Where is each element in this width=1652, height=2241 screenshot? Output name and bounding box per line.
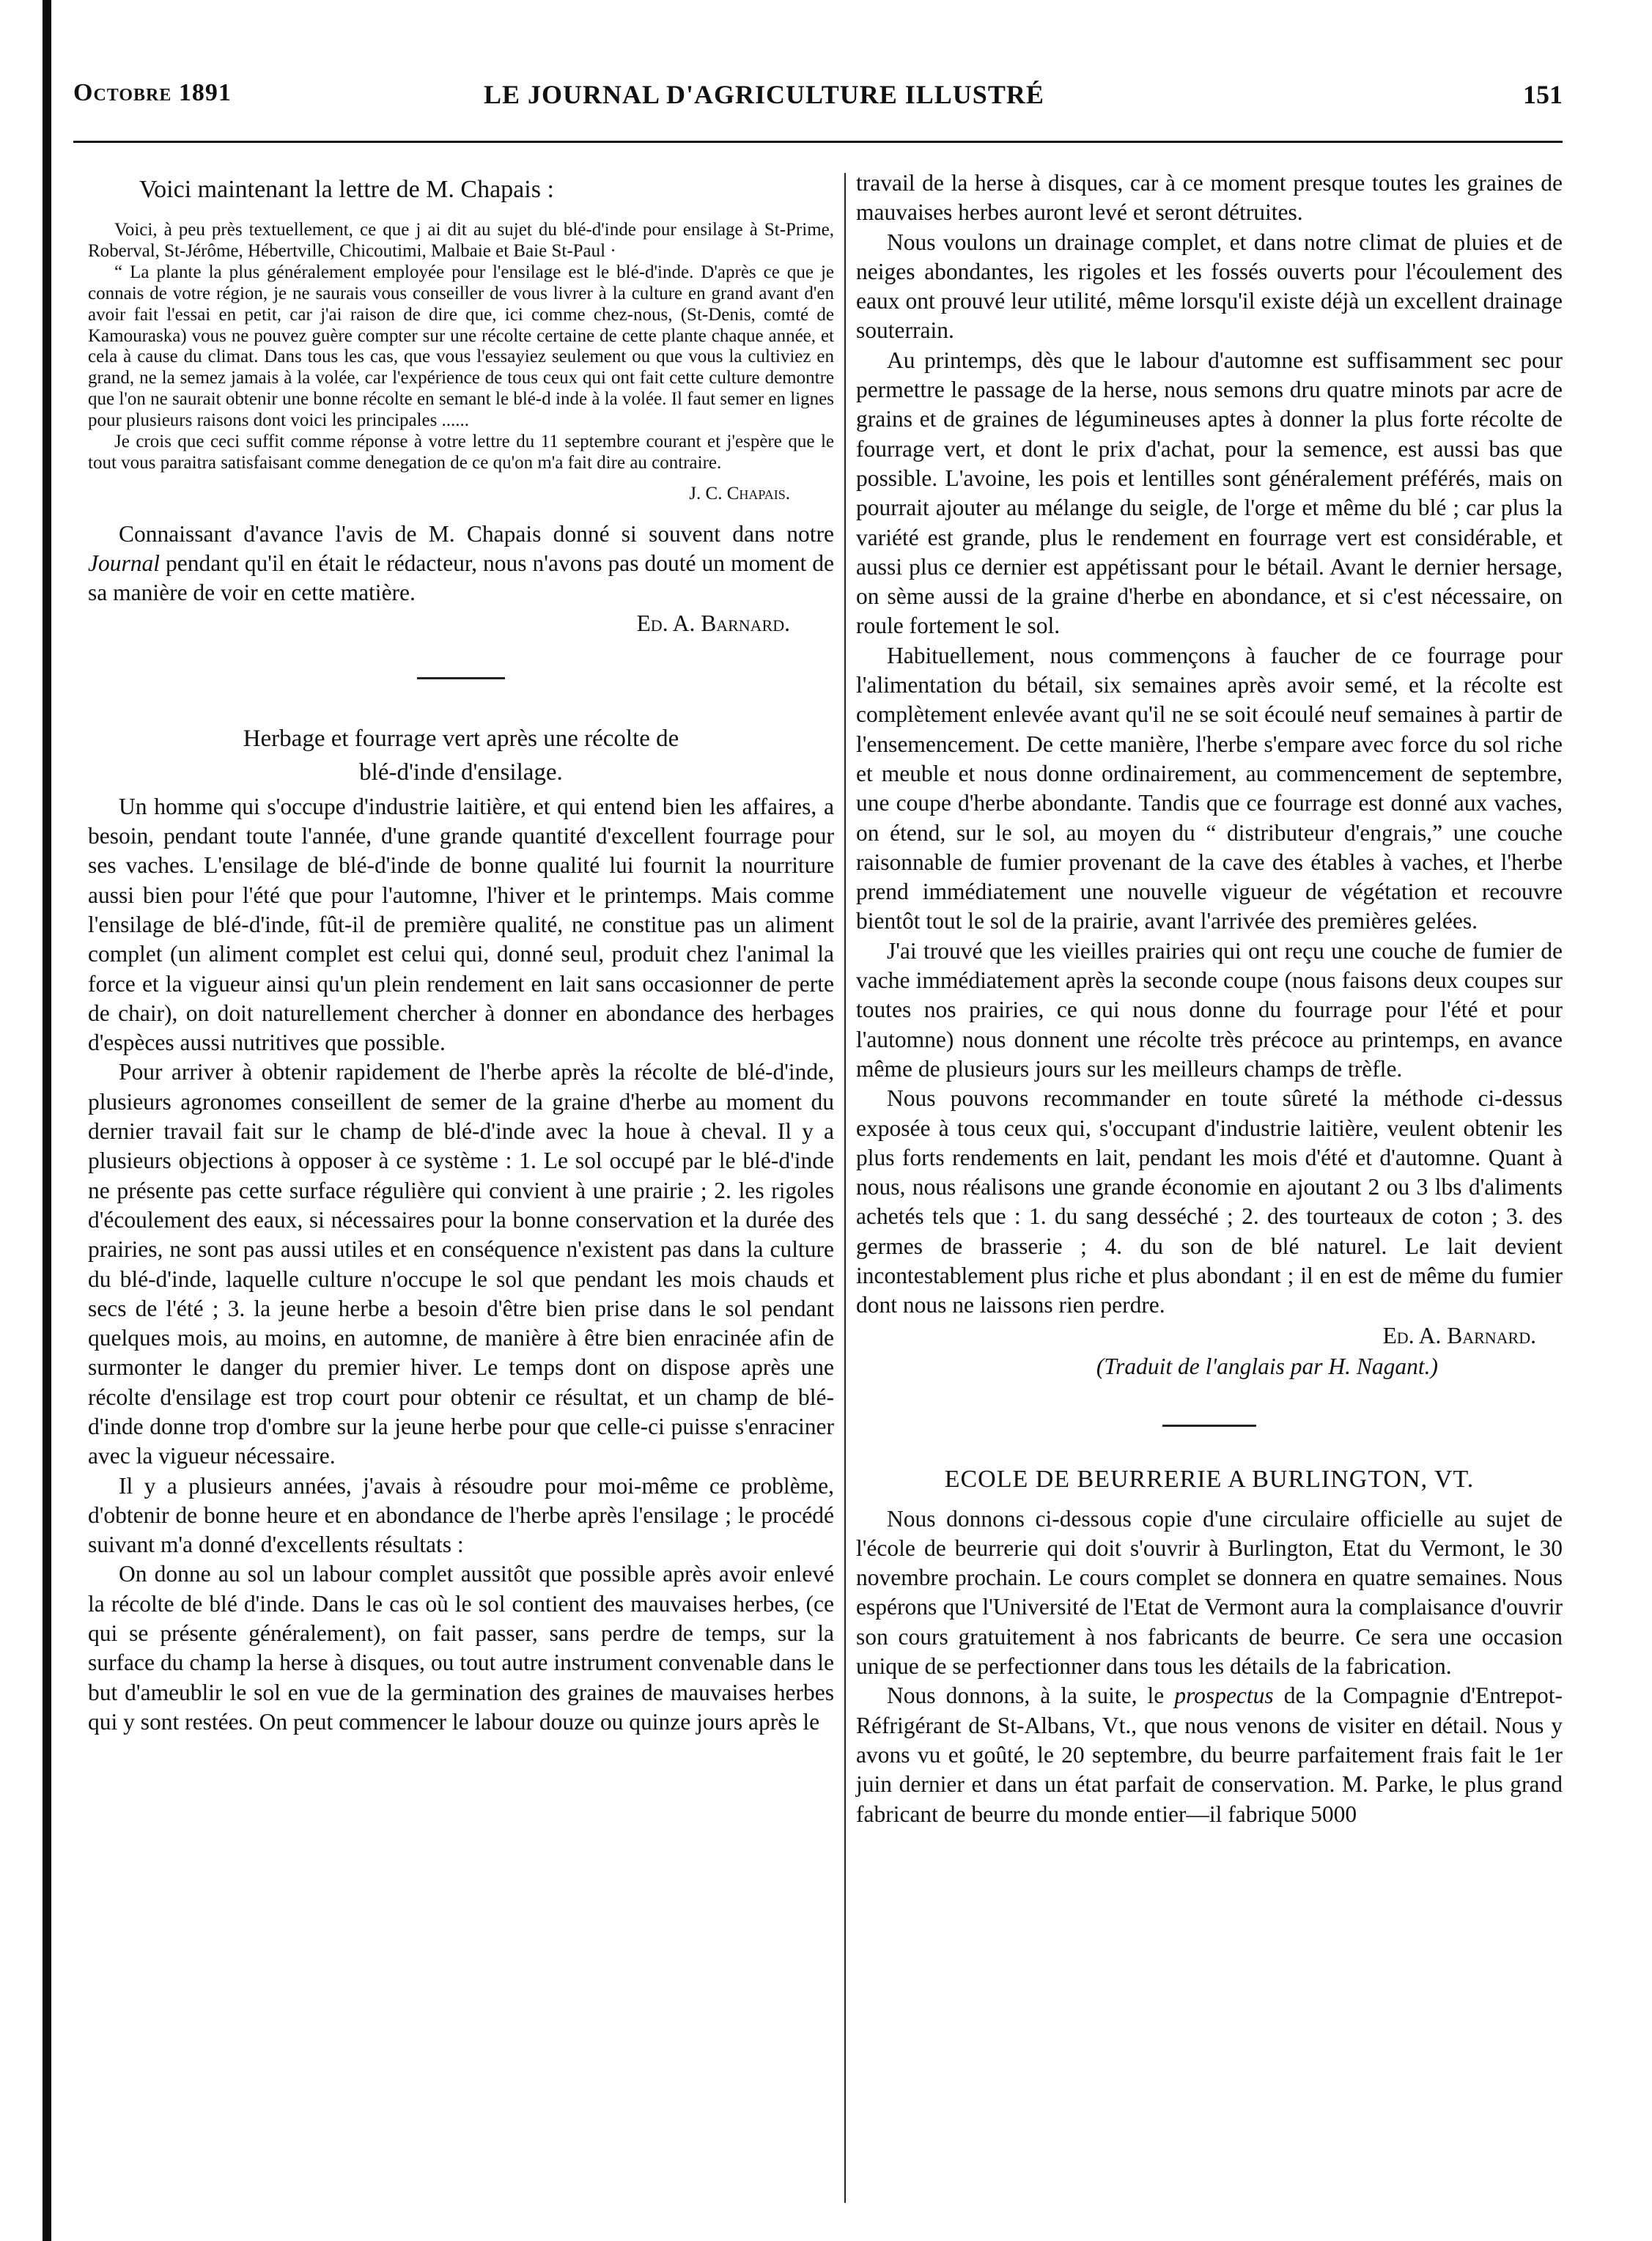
article-paragraph: Au printemps, dès que le labour d'automne est suffisamment sec pour permettre le passage de la herse, nous semons dru quatre minots par acre de grains et de graines de légumineuses aptes à donner la plus forte récolte de fourrage vert, et dont le prix d'achat, pour la semence, est aussi bas que possible. L'avoine, les pois et lentilles sont généralement préférés, mais on pourrait ajouter au mélange du seigle, de l'orge et même du blé ; car plus la variété est grande, plus le rendement en fourrage vert est considérable, et aussi plus ce dernier est appétissant pour le bétail. Avant le dernier hersage, on sème aussi de la graine d'herbe en abondance, et si c'est nécessaire, on roule fortement le sol.: [856, 347, 1563, 639]
paragraph-start: Nous donnons, à la suite, le: [887, 1683, 1165, 1709]
closing-text-end: pendant qu'il en était le rédacteur, nous n'avons pas douté un moment de sa manière de voir en cette matière.: [88, 550, 834, 606]
right-column: [856, 169, 1563, 1829]
section-paragraph: [856, 1681, 1563, 1828]
paragraph-end: de la Compagnie d'Entrepot-Réfrigérant de St-Albans, Vt., que nous venons de visiter en détail. Nous y avons vu et goûté, le 20 septembre, du beurre parfaitement frais fait le 1er juin dernier et dans un état parfait de conservation. M. Parke, le plus grand fabricant de beurre du monde entier—il fabrique 5000: [856, 1683, 1563, 1827]
article-paragraph: J'ai trouvé que les vieilles prairies qui ont reçu une couche de fumier de vache immédiatement après la seconde coupe (nous faisons deux coupes sur toutes nos prairies, ce qui nous donne du fourrage pour l'été et pour l'automne) nous donnent une récolte très précoce au printemps, en avance même de plusieurs jours sur les meilleurs champs de trèfle.: [856, 937, 1563, 1082]
letter-signature: J. C. Chapais.: [689, 483, 790, 503]
header-date: Octobre 1891: [73, 79, 232, 106]
journal-title: LE JOURNAL D'AGRICULTURE ILLUSTRÉ: [484, 80, 1044, 109]
article-paragraph: Nous voulons un drainage complet, et dans notre climat de pluies et de neiges abondantes, les rigoles et les fossés ouverts pour l'écoulement des eaux ont prouvé leur utilité, même lorsqu'il existe déjà un excellent drainage souterrain.: [856, 229, 1563, 344]
letter-paragraph: Voici, à peu près textuellement, ce que j ai dit au sujet du blé-d'inde pour ensilage à St-Prime, Roberval, St-Jérôme, Hébertville, Chicoutimi, Malbaie et Baie St-Paul ·: [88, 220, 834, 261]
article-paragraph: Il y a plusieurs années, j'avais à résoudre pour moi-même ce problème, d'obtenir de bonne heure et en abondance de l'herbe après l'ensilage ; le procédé suivant m'a donné d'excellents résultats :: [88, 1472, 834, 1558]
letter-intro: Voici maintenant la lettre de M. Chapais :: [139, 176, 554, 203]
page-number: 151: [1523, 80, 1563, 109]
article-paragraph: Nous pouvons recommander en toute sûreté la méthode ci-dessus exposée à tous ceux qui, s'occupant d'industrie laitière, veulent obtenir les plus forts rendements en lait, pendant les mois d'été et d'automne. Quant à nous, nous réalisons une grande économie en ajoutant 2 ou 3 lbs d'aliments achetés tels que : 1. du sang desséché ; 2. des tourteaux de coton ; 3. des germes de brasserie ; 4. du son de blé naturel. Le lait devient incontestablement plus riche et plus abondant ; il en est de même du fumier dont nous ne laissons rien perdre.: [856, 1085, 1563, 1318]
article-paragraph: travail de la herse à disques, car à ce moment presque toutes les graines de mauvaises herbes auront levé et seront détruites.: [856, 170, 1563, 226]
prospectus-word: prospectus: [1174, 1683, 1274, 1709]
section-title: ECOLE DE BEURRERIE A BURLINGTON, VT.: [944, 1465, 1475, 1493]
closing-paragraph: [88, 520, 834, 608]
letter-paragraph: “ La plante la plus généralement employée pour l'ensilage est le blé-d'inde. D'après ce que je connais de votre région, je ne saurais vous conseiller de vous livrer à la culture en grand avant d'en avoir fait l'essai en petit, car j'ai raison de dire que, ici comme chez-nous, (St-Denis, comté de Kamouraska) vous ne pouvez guère compter sur une récolte certaine de cette plante chaque année, et cela à cause du climat. Dans tous les cas, que vous l'essayiez seulement ou que vous la cultiviez en grand, ne la semez jamais à la volée, car l'expérience de tous ceux qui ont fait cette culture demontre que l'on ne saurait obtenir une bonne récolte en semant le blé-d inde à la volée. Il faut semer en lignes pour plusieurs raisons dont voici les principales ......: [88, 262, 834, 431]
article-paragraph: Habituellement, nous commençons à faucher de ce fourrage pour l'alimentation du bétail, six semaines après avoir semé, et la récolte est complètement enlevée avant qu'il ne se soit écoulé neuf semaines à partir de l'ensemencement. De cette manière, l'herbe s'empare avec force du sol riche et meuble et nous donne ordinairement, au commencement de septembre, une coupe d'herbe abondante. Tandis que ce fourrage est donné aux vaches, on étend, sur le sol, au moyen du “ distributeur d'engrais,” une couche raisonnable de fumier provenant de la cave des étables à vaches, et l'herbe prend immédiatement une nouvelle vigueur de végétation et recouvre bientôt tout le sol de la prairie, avant l'arrivée des premières gelées.: [856, 642, 1563, 934]
column-divider: [844, 173, 846, 2203]
author-signature: Ed. A. Barnard.: [636, 610, 790, 636]
closing-text: Connaissant d'avance l'avis de M. Chapais donné si souvent dans notre: [119, 520, 834, 547]
translation-credit: (Traduit de l'anglais par H. Nagant.): [1096, 1353, 1438, 1379]
journal-word: Journal: [88, 550, 160, 577]
separator-rule: [417, 677, 505, 679]
separator-rule: [1162, 1425, 1256, 1427]
article-paragraph: On donne au sol un labour complet aussitôt que possible après avoir enlevé la récolte de blé d'inde. Dans le cas où le sol contient des mauvaises herbes, (ce qui se présente généralement), on fait passer, sans perdre de temps, sur la surface du champ la herse à disques, ou tout autre instrument convenable dans le but d'ameublir le sol en vue de la germination des graines de mauvaises herbes qui y sont restées. On peut commencer le labour douze ou quinze jours après le: [88, 1561, 834, 1735]
section-paragraph: Nous donnons ci-dessous copie d'une circulaire officielle au sujet de l'école de beurrerie qui doit s'ouvrir à Burlington, Etat du Vermont, le 30 novembre prochain. Le cours complet se donnera en quatre semaines. Nous espérons que l'Université de l'Etat de Vermont aura la complaisance d'ouvrir son cours gratuitement à nos fabricants de beurre. Ce sera une occasion unique de se perfectionner dans tous les détails de la fabrication.: [856, 1505, 1563, 1680]
article-title-line-2: blé-d'inde d'ensilage.: [359, 758, 563, 786]
article-paragraph: Un homme qui s'occupe d'industrie laitière, et qui entend bien les affaires, a besoin, pendant toute l'année, d'une grande quantité d'excellent fourrage pour ses vaches. L'ensilage de blé-d'inde de bonne qualité lui fournit la nourriture aussi bien pour l'été que pour l'automne, l'hiver et le printemps. Mais comme l'ensilage de blé-d'inde, fût-il de première qualité, ne constitue pas un aliment complet (un aliment complet est celui qui, donné seul, produit chez l'animal la force et la vigueur ainsi qu'un plein rendement en lait sans occasionner de perte de chair), on doit naturellement chercher à donner en abondance des herbages d'espèces aussi nutritives que possible.: [88, 793, 834, 1056]
author-signature: Ed. A. Barnard.: [1382, 1322, 1536, 1348]
article-paragraph: Pour arriver à obtenir rapidement de l'herbe après la récolte de blé-d'inde, plusieurs agronomes conseillent de semer de la graine d'herbe au moment du dernier travail fait sur le champ de blé-d'inde avec la houe à cheval. Il y a plusieurs objections à opposer à ce système : 1. Le sol occupé par le blé-d'inde ne présente pas cette surface régulière qui convient à une prairie ; 2. les rigoles d'écoulement des eaux, si nécessaires pour la bonne conservation et la durée des prairies, ne sont pas aussi utiles et en conséquence n'existent pas dans la culture du blé-d'inde, laquelle culture n'occupe le sol que pendant les mois chauds et secs de l'été ; 3. la jeune herbe a besoin d'être bien prise dans le sol pendant quelques mois, au moins, en automne, de manière à être bien enracinée afin de surmonter le danger du premier hiver. Le temps dont on dispose après une récolte d'ensilage est trop court pour obtenir ce résultat, et un champ de blé-d'inde donne trop d'ombre sur la jeune herbe pour que celle-ci puisse s'enraciner avec la vigueur nécessaire.: [88, 1059, 834, 1469]
page-header: [73, 79, 1563, 116]
header-rule: [73, 141, 1563, 143]
letter-paragraph: Je crois que ceci suffit comme réponse à votre lettre du 11 septembre courant et j'espère que le tout vous paraitra satisfaisant comme denegation de ce qu'on m'a fait dire au contraire.: [88, 432, 834, 473]
article-title: Herbage et fourrage vert après une récolte de: [243, 725, 679, 752]
binding-edge: [43, 0, 51, 2241]
left-column: [88, 169, 834, 1737]
